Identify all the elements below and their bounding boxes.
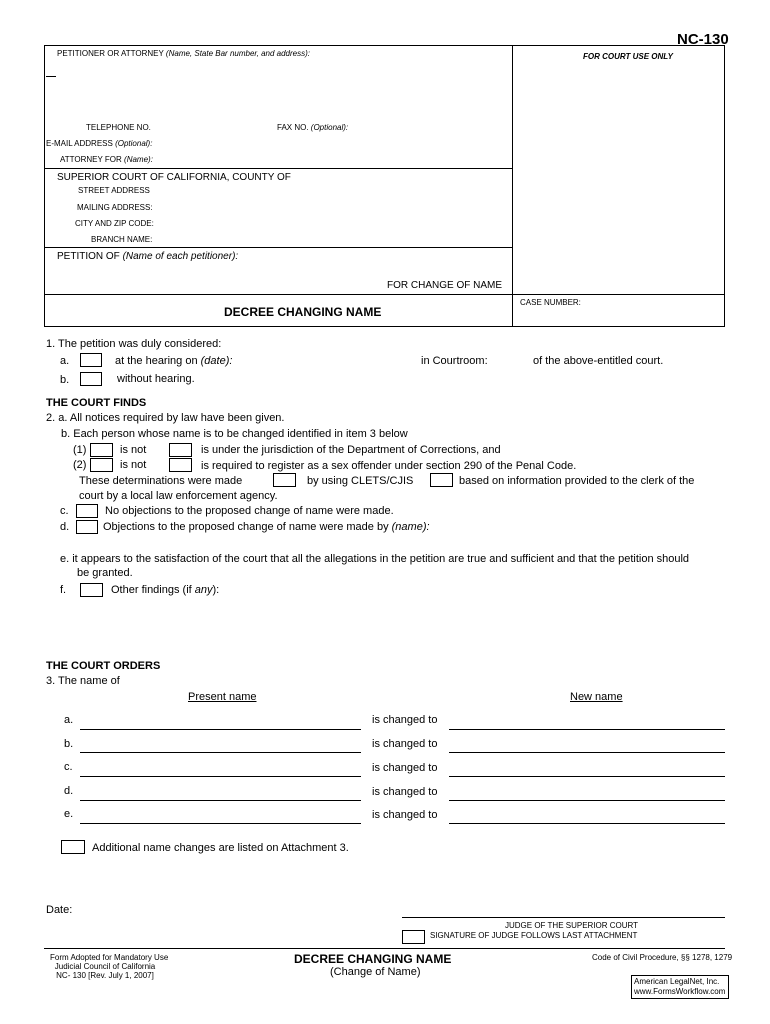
item1-a-letter: a. (60, 355, 70, 367)
telephone-label: TELEPHONE NO. (86, 123, 151, 132)
judge-signature-line[interactable] (402, 917, 725, 918)
petitioner-hint: (Name, State Bar number, and address): (165, 49, 310, 58)
footer-rule (44, 948, 725, 949)
based-on-label: based on information provided to the clerk of the (459, 475, 695, 487)
finding-b1-is-checkbox[interactable] (169, 443, 192, 457)
row-e-new-name[interactable] (449, 823, 725, 824)
finding-b1-isnot: is not (120, 444, 147, 456)
caption-rule-1 (44, 168, 512, 169)
date-label: Date: (46, 904, 73, 916)
finding-c-letter: c. (60, 505, 69, 517)
footer-adopted-line1: Form Adopted for Mandatory Use (50, 953, 169, 962)
finding-e-line2: be granted. (77, 567, 133, 579)
court-agency-label: court by a local law enforcement agency. (79, 490, 278, 502)
petition-of-label (57, 251, 238, 262)
row-c-new-name[interactable] (449, 776, 725, 777)
row-b-changed-to: is changed to (372, 738, 438, 750)
for-change-of-name: FOR CHANGE OF NAME (387, 280, 503, 291)
petition-of-text: PETITION OF (57, 251, 120, 262)
document-title: DECREE CHANGING NAME (224, 305, 382, 319)
row-a-new-name[interactable] (449, 729, 725, 730)
finding-d-label (103, 521, 430, 533)
finding-b2-isnot: is not (120, 459, 147, 471)
item1-a-text: at the hearing on (115, 355, 198, 367)
attorney-for-hint: (Name): (124, 155, 153, 164)
row-c-present-name[interactable] (80, 776, 361, 777)
petition-of-hint: (Name of each petitioner): (122, 251, 239, 262)
court-name: SUPERIOR COURT OF CALIFORNIA, COUNTY OF (57, 172, 291, 183)
finding-d-hint: (name): (391, 521, 430, 533)
court-use-only: FOR COURT USE ONLY (583, 52, 673, 61)
case-number-input[interactable] (515, 310, 720, 324)
case-number-label: CASE NUMBER: (520, 298, 581, 307)
form-number: NC-130 (677, 31, 729, 48)
fax-hint: (Optional): (310, 123, 349, 132)
fax-label-text: FAX NO. (277, 123, 309, 132)
item1-b-checkbox[interactable] (80, 372, 102, 386)
row-a-changed-to: is changed to (372, 714, 438, 726)
finding-d-letter: d. (60, 521, 70, 533)
footer-code: Code of Civil Procedure, §§ 1278, 1279 (592, 953, 733, 962)
footer-adopted-line2: Judicial Council of California (54, 962, 156, 971)
finding-d-checkbox[interactable] (76, 520, 98, 534)
row-b-new-name[interactable] (449, 752, 725, 753)
judge-label: JUDGE OF THE SUPERIOR COURT (505, 921, 639, 930)
petitioner-label (57, 49, 310, 58)
date-input[interactable] (80, 902, 380, 916)
finding-2b: b. Each person whose name is to be changed identified in item 3 below (61, 428, 408, 440)
court-orders-heading: THE COURT ORDERS (46, 660, 161, 672)
attachment-label: Additional name changes are listed on Attachment 3. (92, 842, 349, 854)
item1-a-checkbox[interactable] (80, 353, 102, 367)
street-address-label: STREET ADDRESS (78, 186, 150, 195)
finding-f-checkbox[interactable] (80, 583, 103, 597)
signature-follows-label: SIGNATURE OF JUDGE FOLLOWS LAST ATTACHMENT (430, 931, 638, 940)
court-finds-heading: THE COURT FINDS (46, 397, 147, 409)
branch-name-label: BRANCH NAME: (91, 235, 153, 244)
item1-a-date: (date): (200, 355, 233, 367)
row-b-present-name[interactable] (80, 752, 361, 753)
finding-f-text: Other findings (if (111, 584, 192, 596)
finding-c-text: No objections to the proposed change of name were made. (105, 505, 394, 517)
attachment-checkbox[interactable] (61, 840, 85, 854)
row-c-changed-to: is changed to (372, 762, 438, 774)
footer-title: DECREE CHANGING NAME (294, 952, 452, 966)
footer-adopted (50, 953, 169, 980)
item1-b-letter: b. (60, 374, 70, 386)
item1-intro: 1. The petition was duly considered: (46, 338, 222, 350)
row-d-letter: d. (64, 785, 74, 797)
footer-subtitle: (Change of Name) (330, 966, 421, 978)
petitioner-label-text: PETITIONER OR ATTORNEY (57, 49, 164, 58)
present-name-header: Present name (188, 691, 257, 703)
petitioner-input-area[interactable] (56, 62, 506, 118)
finding-e-line1: e. it appears to the satisfaction of the court that all the allegations in the petition are true and sufficient and that the petition should (60, 553, 690, 565)
footer-adopted-line3: NC- 130 [Rev. July 1, 2007] (56, 971, 154, 980)
caption-rule-2 (44, 247, 512, 248)
row-e-letter: e. (64, 808, 74, 820)
finding-b1-num: (1) (73, 444, 87, 456)
finding-f-label (111, 584, 219, 596)
item1-b-text: without hearing. (117, 373, 195, 385)
finding-b1-isnot-checkbox[interactable] (90, 443, 113, 457)
row-a-letter: a. (64, 714, 74, 726)
finding-c-checkbox[interactable] (76, 504, 98, 518)
finding-f-end: ): (212, 584, 220, 596)
legalnet-name: American LegalNet, Inc. (634, 977, 720, 986)
row-b-letter: b. (64, 738, 74, 750)
attorney-for-label (60, 155, 153, 164)
item3-intro: 3. The name of (46, 675, 120, 687)
row-d-present-name[interactable] (80, 800, 361, 801)
finding-2a: 2. a. All notices required by law have been given. (46, 412, 285, 424)
legalnet-box (631, 975, 729, 999)
clets-label: by using CLETS/CJIS (307, 475, 414, 487)
finding-b2-text: is required to register as a sex offender under section 290 of the Penal Code. (201, 460, 577, 472)
legalnet-url[interactable]: www.FormsWorkflow.com (634, 987, 726, 996)
finding-b1-text: is under the jurisdiction of the Department of Corrections, and (201, 444, 501, 456)
row-e-present-name[interactable] (80, 823, 361, 824)
item1-a-label (115, 355, 232, 367)
courtroom-label: in Courtroom: (421, 355, 488, 367)
finding-f-letter: f. (60, 584, 67, 596)
caption-divider (512, 45, 513, 327)
clerk-info-checkbox[interactable] (430, 473, 453, 487)
court-end-label: of the above-entitled court. (533, 355, 664, 367)
row-e-changed-to: is changed to (372, 809, 438, 821)
row-d-changed-to: is changed to (372, 786, 438, 798)
finding-b2-num: (2) (73, 459, 87, 471)
finding-b2-isnot-checkbox[interactable] (90, 458, 113, 472)
city-zip-label: CITY AND ZIP CODE: (75, 219, 154, 228)
row-a-present-name[interactable] (80, 729, 361, 730)
mailing-address-label: MAILING ADDRESS: (77, 203, 153, 212)
clets-checkbox[interactable] (273, 473, 296, 487)
row-d-new-name[interactable] (449, 800, 725, 801)
signature-follows-checkbox[interactable] (402, 930, 425, 944)
finding-f-hint: any (194, 584, 213, 596)
caption-rule-3 (44, 294, 725, 295)
email-label (46, 139, 152, 148)
email-label-text: E-MAIL ADDRESS (46, 139, 113, 148)
determinations-label: These determinations were made (79, 475, 243, 487)
petitioner-tick (46, 76, 56, 77)
attorney-for-text: ATTORNEY FOR (60, 155, 122, 164)
finding-b2-is-checkbox[interactable] (169, 458, 192, 472)
new-name-header: New name (570, 691, 623, 703)
finding-d-text: Objections to the proposed change of name were made by (103, 521, 389, 533)
fax-label (277, 123, 348, 132)
email-hint: (Optional): (115, 139, 153, 148)
row-c-letter: c. (64, 761, 73, 773)
